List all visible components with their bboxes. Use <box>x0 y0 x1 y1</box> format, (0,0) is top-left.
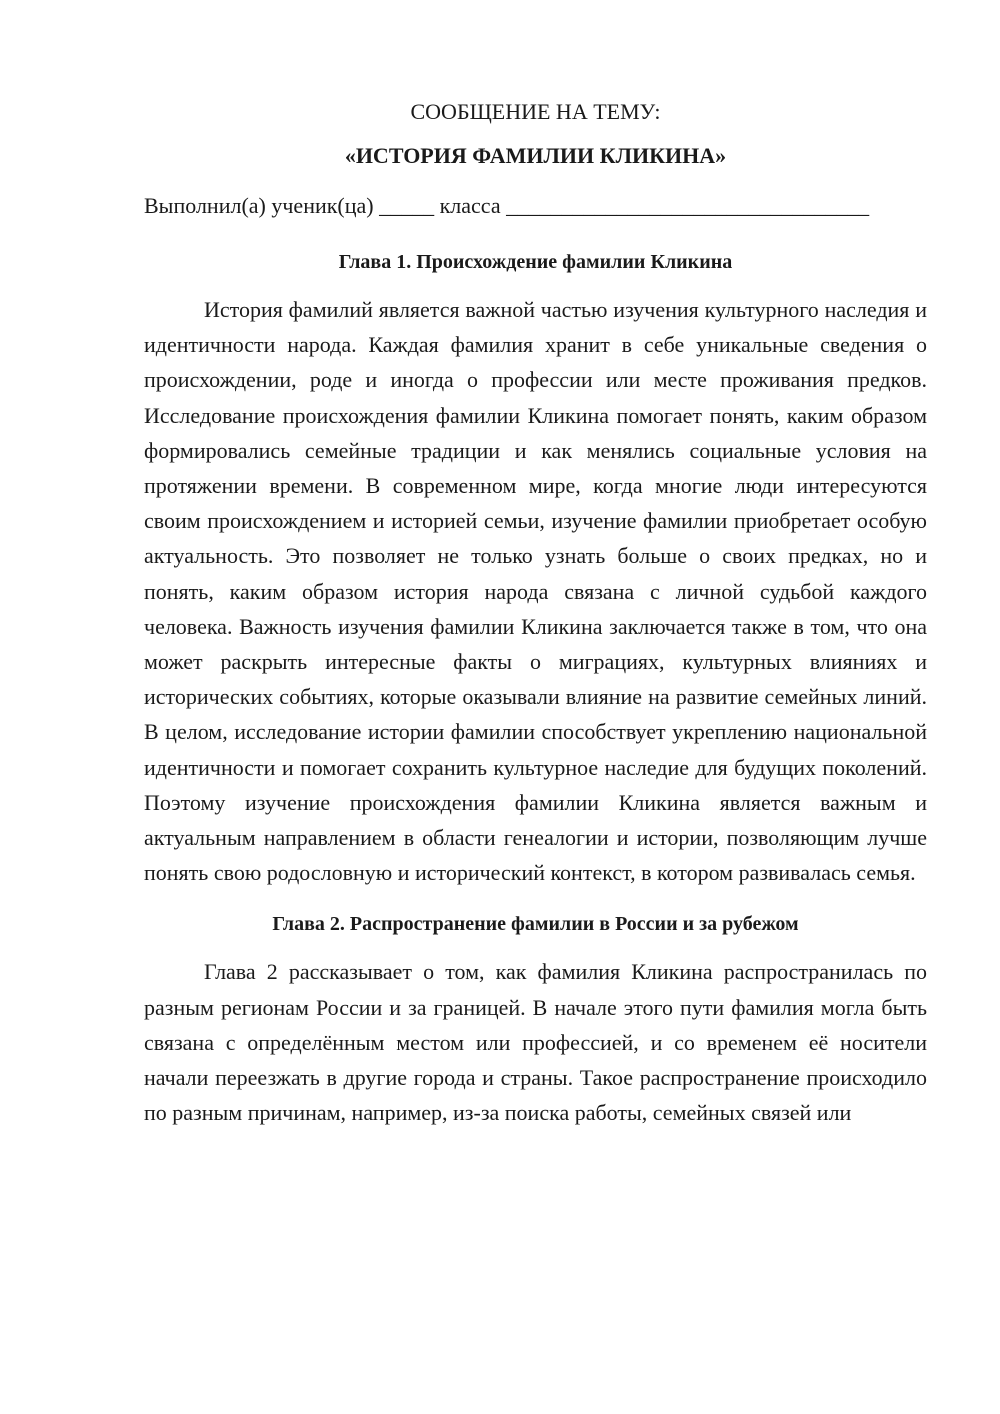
document-title-line-2: «ИСТОРИЯ ФАМИЛИИ КЛИКИНА» <box>344 143 727 168</box>
chapter-1-heading: Глава 1. Происхождение фамилии Кликина <box>338 251 733 273</box>
chapter-2-paragraph: Глава 2 рассказывает о том, как фамилия Кликина распространилась по разным регионам России и за границей. В начале этого пути фамилия могла быть связана с определённым местом или профессией, и со временем её носители начали переезжать в другие города и страны. Такое распространение происходило по разным причинам, например, из-за поиска работы, семейных связей или <box>144 959 927 1126</box>
performer-line: Выполнил(а) ученик(ца) _____ класса _________________________________ <box>144 193 870 218</box>
chapter-2-heading: Глава 2. Распространение фамилии в России и за рубежом <box>272 913 799 936</box>
document-page <box>144 90 927 1130</box>
chapter-1-paragraph: История фамилий является важной частью изучения культурного наследия и идентичности народа. Каждая фамилия хранит в себе уникальные сведения о происхождении, роде и иногда о профессии или месте проживания предков. Исследование происхождения фамилии Кликина помогает понять, каким образом формировались семейные традиции и как менялись социальные условия на протяжении времени. В современном мире, когда многие люди интересуются своим происхождением и историей семьи, изучение фамилии приобретает особую актуальность. Это позволяет не только узнать больше о своих предках, но и понять, каким образом история народа связана с личной судьбой каждого человека. Важность изучения фамилии Кликина заключается также в том, что она может раскрыть интересные факты о миграциях, культурных влияниях и исторических событиях, которые оказывали влияние на развитие семейных линий. В целом, исследование истории фамилии способствует укреплению национальной идентичности и помогает сохранить культурное наследие для будущих поколений. Поэтому изучение происхождения фамилии Кликина является важным и актуальным направлением в области генеалогии и истории, позволяющим лучше понять свою родословную и исторический контекст, в котором развивалась семья. <box>144 297 927 886</box>
document-title-line-1: СООБЩЕНИЕ НА ТЕМУ: <box>410 99 661 124</box>
